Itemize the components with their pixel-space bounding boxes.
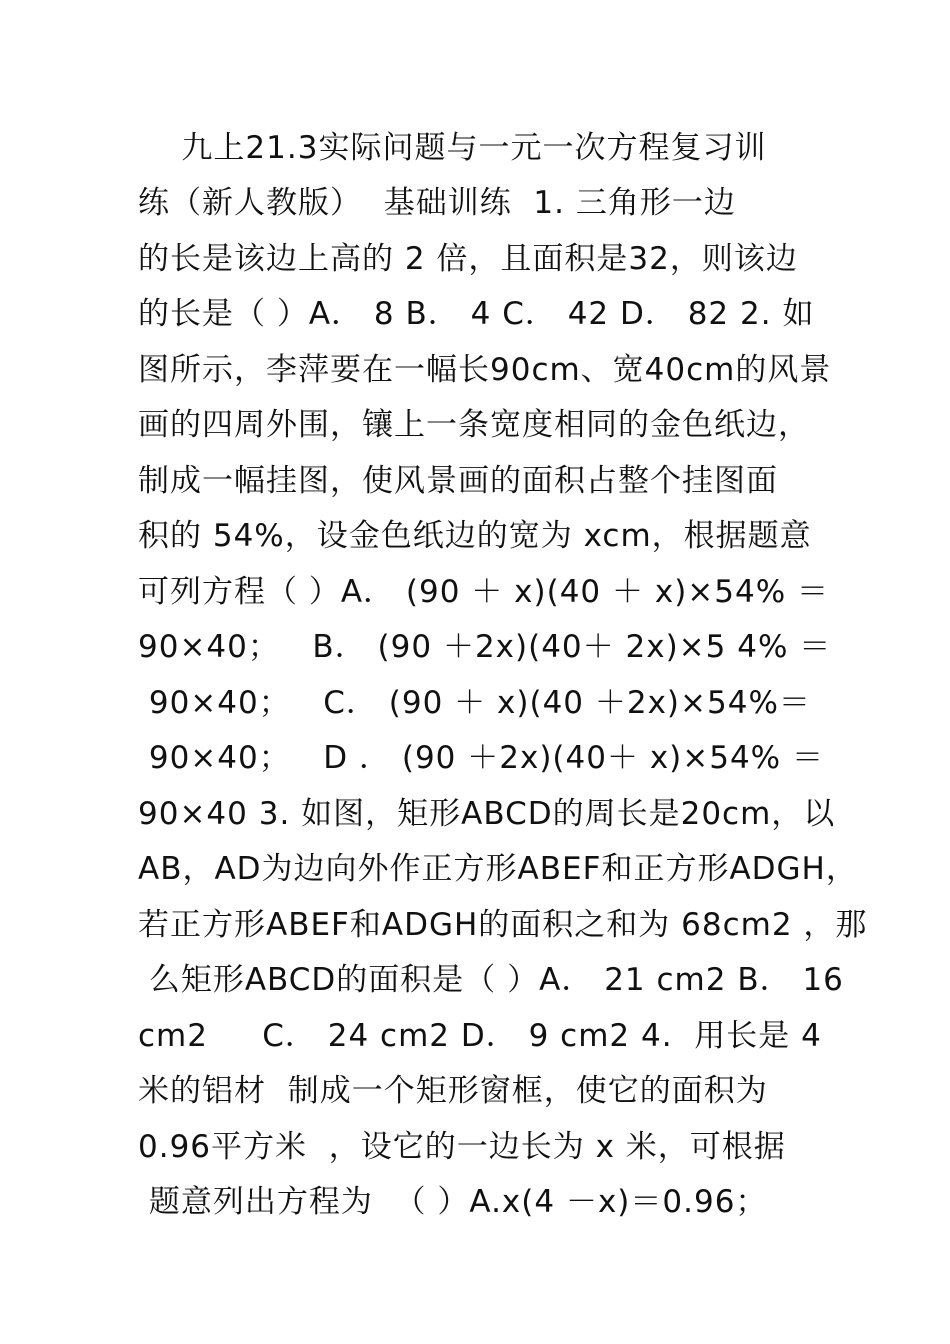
text-line: 题意列出方程为 （ ）A.x(4 －x)＝0.96； bbox=[138, 1184, 768, 1220]
text-line: 九上21.3实际问题与一元一次方程复习训 bbox=[138, 130, 767, 166]
text-line: cm2 C． 24 cm2 D． 9 cm2 4. 用长是 4 bbox=[138, 1018, 822, 1054]
text-line: 么矩形ABCD的面积是（ ）A． 21 cm2 B． 16 bbox=[138, 962, 844, 998]
text-line: 画的四周外围，镶上一条宽度相同的金色纸边， bbox=[138, 407, 810, 443]
text-line: 图所示，李萍要在一幅长90cm、宽40cm的风景 bbox=[138, 352, 832, 388]
text-line: 的长是（ ）A． 8 B． 4 C． 42 D． 82 2. 如 bbox=[138, 296, 815, 332]
text-line: 90×40； B． (90 ＋2x)(40＋ 2x)×5 4% ＝ bbox=[138, 629, 832, 665]
text-line: AB，AD为边向外作正方形ABEF和正方形ADGH， bbox=[138, 851, 858, 887]
text-line: 米的铝材 制成一个矩形窗框，使它的面积为 bbox=[138, 1073, 768, 1109]
text-line: 可列方程（ ）A． (90 ＋ x)(40 ＋ x)×54% ＝ bbox=[138, 574, 830, 610]
text-line: 90×40； D ． (90 ＋2x)(40＋ x)×54% ＝ bbox=[138, 740, 824, 776]
text-line: 0.96平方米 ，设它的一边长为 x 米，可根据 bbox=[138, 1129, 786, 1165]
text-line: 练（新人教版） 基础训练 1. 三角形一边 bbox=[138, 185, 736, 221]
text-line: 90×40 3. 如图，矩形ABCD的周长是20cm，以 bbox=[138, 796, 836, 832]
text-line: 的长是该边上高的 2 倍，且面积是32，则该边 bbox=[138, 241, 798, 277]
text-line: 90×40； C． (90 ＋ x)(40 ＋2x)×54%＝ bbox=[138, 685, 811, 721]
text-line: 若正方形ABEF和ADGH的面积之和为 68cm2 ，那 bbox=[138, 907, 868, 943]
text-line: 制成一幅挂图，使风景画的面积占整个挂图面 bbox=[138, 463, 778, 499]
text-line: 积的 54%，设金色纸边的宽为 xcm，根据题意 bbox=[138, 518, 812, 554]
